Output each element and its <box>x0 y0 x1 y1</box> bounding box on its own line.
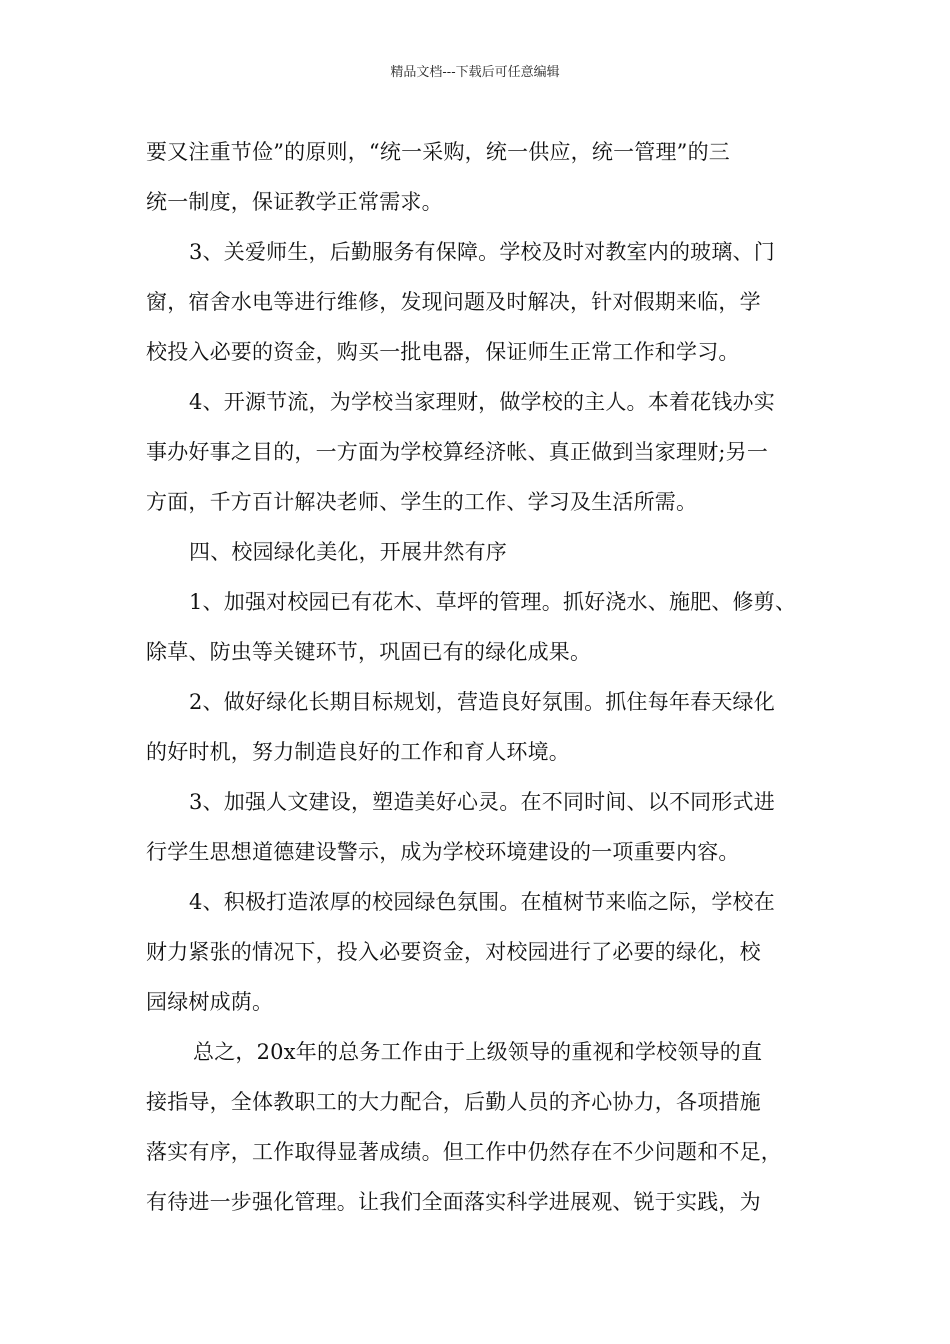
section-heading: 四、校园绿化美化，开展井然有序 <box>189 540 507 564</box>
text-line: 要又注重节俭”的原则，“统一采购，统一供应，统一管理”的三 <box>146 140 731 164</box>
text-line: 3、关爱师生，后勤服务有保障。学校及时对教室内的玻璃、门 <box>189 240 775 264</box>
text-line: 的好时机，努力制造良好的工作和育人环境。 <box>146 740 570 764</box>
text-line: 统一制度，保证教学正常需求。 <box>146 190 443 214</box>
text-line: 落实有序，工作取得显著成绩。但工作中仍然存在不少问题和不足， <box>146 1140 782 1164</box>
text-line: 1、加强对校园已有花木、草坪的管理。抓好浇水、施肥、修剪、 <box>189 590 797 614</box>
text-line: 总之，20x年的总务工作由于上级领导的重视和学校领导的直 <box>193 1040 763 1064</box>
text-line: 园绿树成荫。 <box>146 990 274 1014</box>
text-line: 方面，千方百计解决老师、学生的工作、学习及生活所需。 <box>146 490 698 514</box>
text-line: 窗，宿舍水电等进行维修，发现问题及时解决，针对假期来临，学 <box>146 290 761 314</box>
text-line: 财力紧张的情况下，投入必要资金，对校园进行了必要的绿化，校 <box>146 940 761 964</box>
text-line: 有待进一步强化管理。让我们全面落实科学进展观、锐于实践，为 <box>146 1190 761 1214</box>
text-line: 4、开源节流，为学校当家理财，做学校的主人。本着花钱办实 <box>189 390 775 414</box>
page-header: 精品文档---下载后可任意编辑 <box>390 65 560 80</box>
text-line: 除草、防虫等关键环节，巩固已有的绿化成果。 <box>146 640 592 664</box>
text-line: 校投入必要的资金，购买一批电器，保证师生正常工作和学习。 <box>146 340 740 364</box>
text-line: 行学生思想道德建设警示，成为学校环境建设的一项重要内容。 <box>146 840 740 864</box>
text-line: 事办好事之目的，一方面为学校算经济帐、真正做到当家理财;另一 <box>146 440 769 464</box>
text-line: 3、加强人文建设，塑造美好心灵。在不同时间、以不同形式进 <box>189 790 775 814</box>
text-line: 接指导，全体教职工的大力配合，后勤人员的齐心协力，各项措施 <box>146 1090 761 1114</box>
document-body <box>146 127 814 1227</box>
text-line: 4、积极打造浓厚的校园绿色氛围。在植树节来临之际，学校在 <box>189 890 775 914</box>
text-line: 2、做好绿化长期目标规划，营造良好氛围。抓住每年春天绿化 <box>189 690 775 714</box>
